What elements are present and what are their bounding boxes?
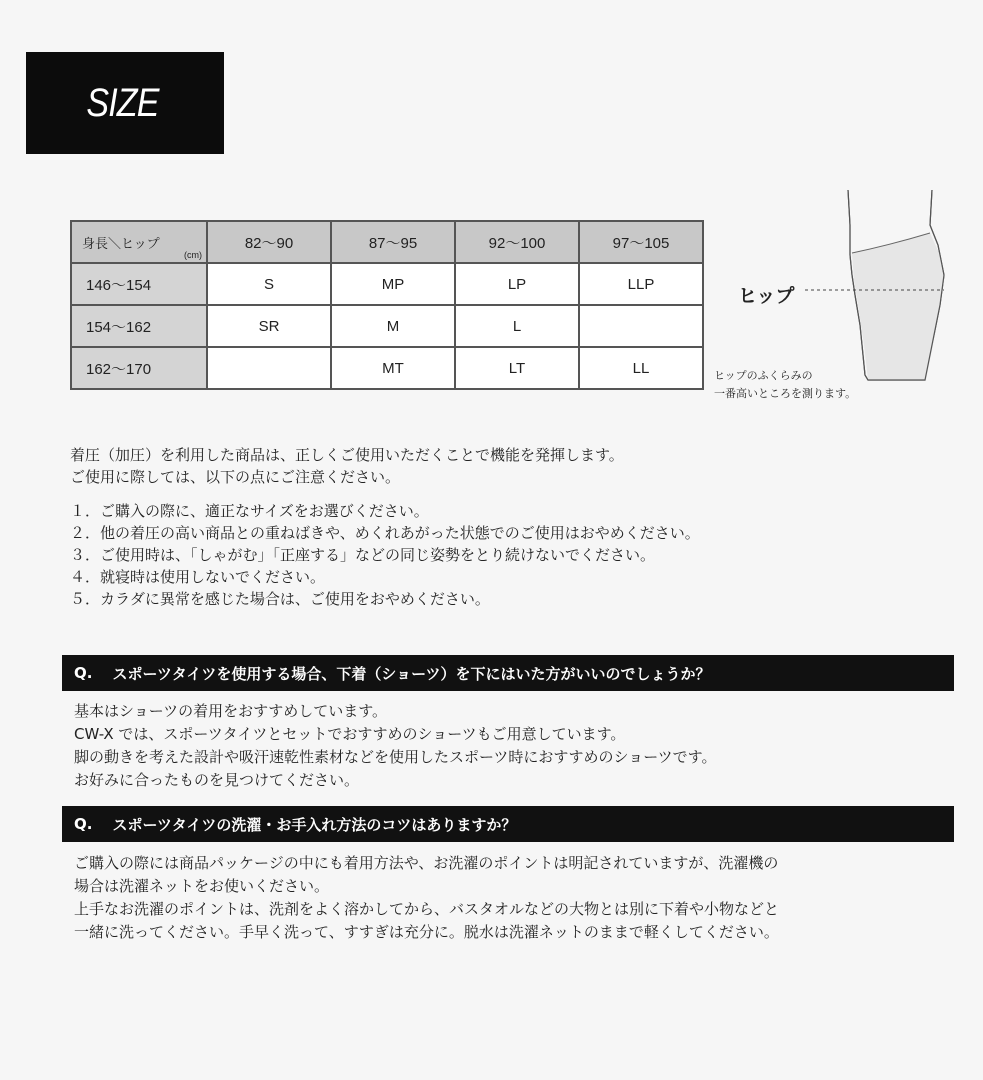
faq-question: スポーツタイツを使用する場合、下着（ショーツ）を下にはいた方がいいのでしょうか？ <box>112 664 711 683</box>
table-cell: MT <box>331 347 455 389</box>
table-cell <box>207 347 331 389</box>
table-cell: L <box>455 305 579 347</box>
answer-line: 基本はショーツの着用をおすすめしています。 <box>74 702 388 720</box>
faq-question-bar <box>62 655 954 691</box>
faq-answer <box>74 852 779 944</box>
notes-intro: ご使用に際しては、以下の点にご注意ください。 <box>70 468 401 486</box>
hip-note-line: ヒップのふくらみの <box>714 369 813 382</box>
notes-intro: 着圧（加圧）を利用した商品は、正しくご使用いただくことで機能を発揮します。 <box>70 446 624 464</box>
table-row <box>71 263 703 305</box>
list-item: ４．就寝時は使用しないでください。 <box>70 568 326 586</box>
table-cell <box>579 305 703 347</box>
hip-label: ヒップ <box>738 285 795 307</box>
table-cell: LL <box>579 347 703 389</box>
table-row <box>71 305 703 347</box>
table-cell: LP <box>455 263 579 305</box>
list-item: ２．他の着圧の高い商品との重ねばきや、めくれあがった状態でのご使用はおやめください。 <box>70 524 700 542</box>
row-header: 146〜154 <box>71 263 207 305</box>
q-mark: Q. <box>74 664 93 682</box>
answer-line: お好みに合ったものを見つけてください。 <box>74 771 360 789</box>
answer-line: 上手なお洗濯のポイントは、洗剤をよく溶かしてから、バスタオルなどの大物とは別に下着や小物などと <box>74 900 780 918</box>
answer-line: 場合は洗濯ネットをお使いください。 <box>74 877 330 895</box>
hip-note <box>714 367 856 403</box>
table-header-row <box>71 221 703 263</box>
answer-line: ご購入の際には商品パッケージの中にも着用方法や、お洗濯のポイントは明記されていますが、洗濯機の <box>74 854 779 872</box>
row-header: 162〜170 <box>71 347 207 389</box>
answer-line: 脚の動きを考えた設計や吸汗速乾性素材などを使用したスポーツ時におすすめのショーツです。 <box>74 748 717 766</box>
faq-question-bar <box>62 806 954 842</box>
list-item: １．ご購入の際に、適正なサイズをお選びください。 <box>70 502 429 520</box>
answer-line: 一緒に洗ってください。手早く洗って、すすぎは充分に。脱水は洗濯ネットのままで軽くしてください。 <box>74 923 779 941</box>
answer-line: CW-X では、スポーツタイツとセットでおすすめのショーツもご用意しています。 <box>74 725 626 743</box>
table-cell: LT <box>455 347 579 389</box>
faq-answer <box>74 700 716 792</box>
hip-measurement-figure <box>700 185 970 415</box>
list-item: ３．ご使用時は、「しゃがむ」「正座する」などの同じ姿勢をとり続けないでください。 <box>70 546 656 564</box>
size-title: SIZE <box>86 80 159 125</box>
usage-notes <box>70 444 700 610</box>
column-header: 87〜95 <box>331 221 455 263</box>
table-cell: LLP <box>579 263 703 305</box>
q-mark: Q. <box>74 815 93 833</box>
table-cell: S <box>207 263 331 305</box>
size-header <box>26 52 224 154</box>
table-corner-cell <box>71 221 207 263</box>
row-header: 154〜162 <box>71 305 207 347</box>
column-header: 82〜90 <box>207 221 331 263</box>
list-item: ５．カラダに異常を感じた場合は、ご使用をおやめください。 <box>70 590 490 608</box>
column-header: 97〜105 <box>579 221 703 263</box>
size-table <box>70 220 704 390</box>
column-header: 92〜100 <box>455 221 579 263</box>
table-row <box>71 347 703 389</box>
hip-note-line: 一番高いところを測ります。 <box>714 387 857 400</box>
faq-question: スポーツタイツの洗濯・お手入れ方法のコツはありますか？ <box>112 815 517 834</box>
corner-label: 身長＼ヒップ <box>82 235 160 251</box>
table-cell: SR <box>207 305 331 347</box>
table-cell: M <box>331 305 455 347</box>
corner-unit: (cm) <box>184 250 202 260</box>
table-cell: MP <box>331 263 455 305</box>
